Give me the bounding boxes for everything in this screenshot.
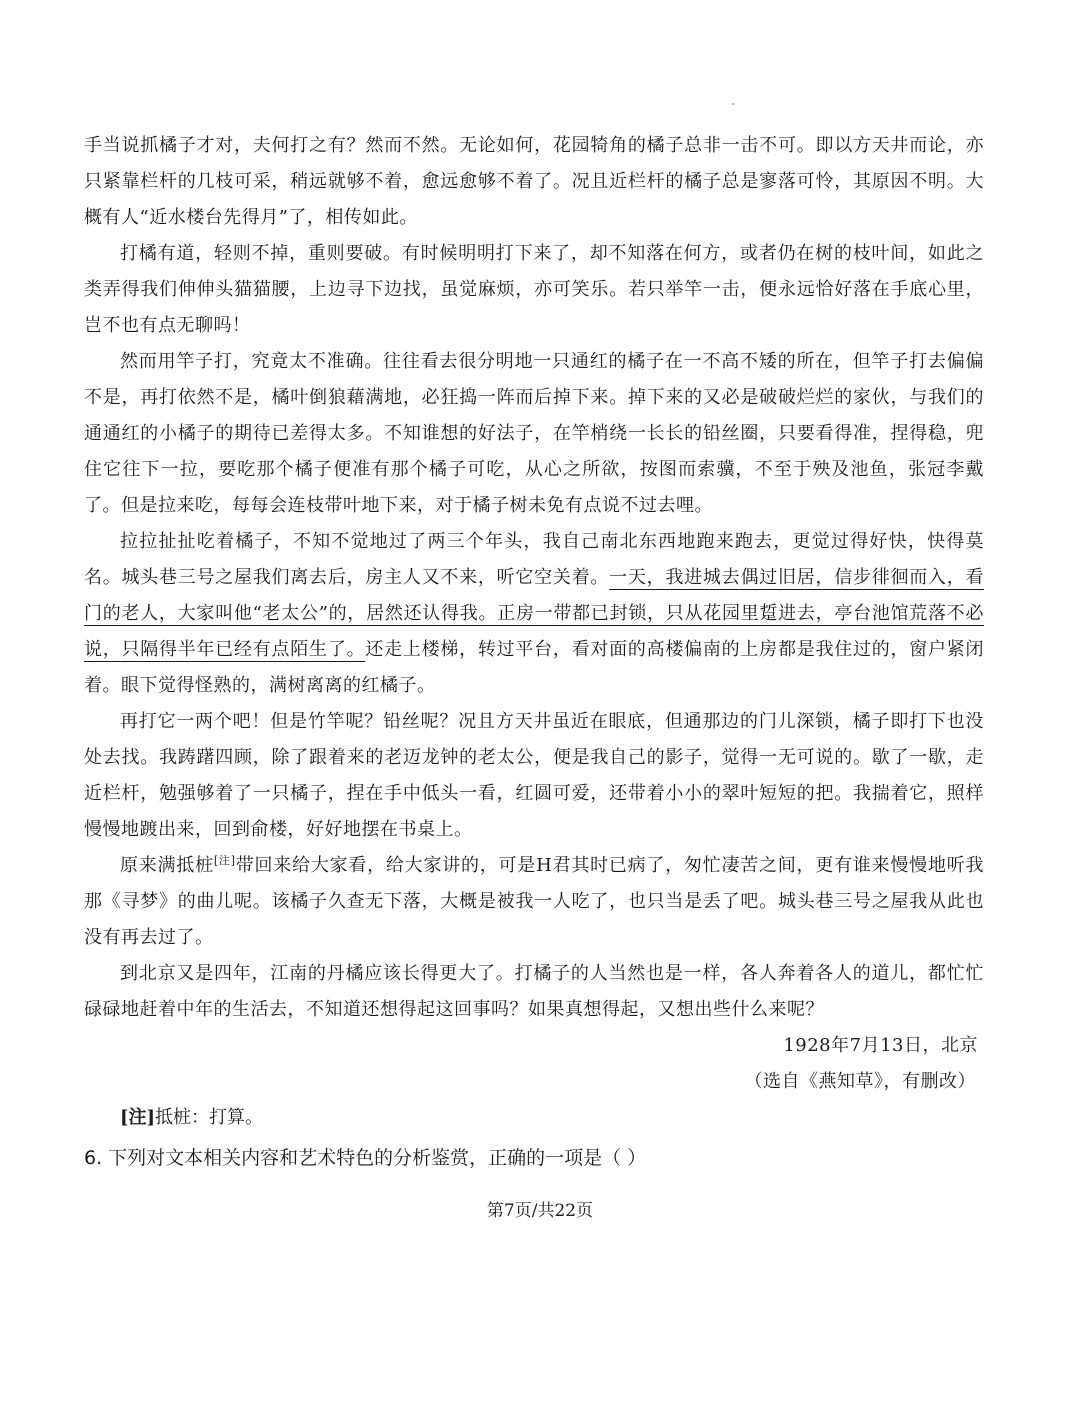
paragraph-6-text-before: 原来满抵桩 bbox=[120, 855, 214, 876]
paragraph-4 bbox=[84, 524, 984, 704]
paragraph-1: 手当说抓橘子才对，夫何打之有？然而不然。无论如何，花园犄角的橘子总非一击不可。即以方天井而论，亦只紧靠栏杆的几枝可采，稍远就够不着，愈远愈够不着了。况且近栏杆的橘子总是寥落可怜，其原因不明。大概有人“近水楼台先得月”了，相传如此。 bbox=[84, 135, 984, 228]
scan-speck bbox=[732, 103, 734, 105]
paragraph-6-text-after: 带回来给大家看，给大家讲的，可是H君其时已病了，匆忙凄苦之间，更有谁来慢慢地听我那《寻梦》的曲儿呢。该橘子久查无下落，大概是被我一人吃了，也只当是丢了吧。城头巷三号之屋我从此也没有再去过了。 bbox=[84, 855, 984, 948]
paragraph-4-text-after: 还走上楼梯，转过平台，看对面的高楼偏南的上房都是我住过的，窗户紧闭着。眼下觉得怪熟的，满树离离的红橘子。 bbox=[84, 639, 984, 696]
article-body bbox=[84, 128, 984, 1136]
paragraph-6 bbox=[84, 848, 984, 956]
paragraph-4-text-before: 拉拉扯扯吃着橘子，不知不觉地过了两三个年头，我自己南北东西地跑来跑去，更觉过得好快，快得莫名。城头巷三号之屋我们离去后，房主人又不来，听它空关着。 bbox=[84, 531, 984, 588]
footnote-marker: [注] bbox=[213, 854, 236, 867]
paragraph-2: 打橘有道，轻则不掉，重则要破。有时候明明打下来了，却不知落在何方，或者仍在树的枝叶间，如此之类弄得我们伸伸头猫猫腰，上边寻下边找，虽觉麻烦，亦可笑乐。若只举竿一击，便永远恰好落在手底心里，岂不也有点无聊吗！ bbox=[84, 243, 984, 336]
source-attribution: （选自《燕知草》，有删改） bbox=[744, 1071, 976, 1092]
underlined-passage: 一天，我进城去偶过旧居，信步徘徊而入，看门的老人，大家叫他“老太公”的，居然还认得我。正房一带都已封锁，只从花园里踅进去，亭台池馆荒落不必说，只隔得半年已经有点陌生了。 bbox=[84, 567, 985, 660]
footnote-text: 抵桩：打算。 bbox=[155, 1107, 264, 1128]
date-place-line: 1928年7月13日，北京 bbox=[783, 1035, 978, 1056]
footnote-label: [注] bbox=[120, 1107, 156, 1128]
footnote bbox=[84, 1100, 984, 1136]
paragraph-5: 再打它一两个吧！但是竹竿呢？铅丝呢？况且方天井虽近在眼底，但通那边的门儿深锁，橘子即打下也没处去找。我踌躇四顾，除了跟着来的老迈龙钟的老太公，便是我自己的影子，觉得一无可说的。歇了一歇，走近栏杆，勉强够着了一只橘子，捏在手中低头一看，红圆可爱，还带着小小的翠叶短短的把。我揣着它，照样慢慢地踱出来，回到俞楼，好好地摆在书桌上。 bbox=[84, 711, 984, 840]
paragraph-3: 然而用竿子打，究竟太不准确。往往看去很分明地一只通红的橘子在一不高不矮的所在，但竿子打去偏偏不是，再打依然不是，橘叶倒狼藉满地，必狂捣一阵而后掉下来。掉下来的又必是破破烂烂的家伙，与我们的通通红的小橘子的期待已差得太多。不知谁想的好法子，在竿梢绕一长长的铅丝圈，只要看得准，捏得稳，兜住它往下一拉，要吃那个橘子便准有那个橘子可吃，从心之所欲，按图而索骥，不至于殃及池鱼，张冠李戴了。但是拉来吃，每每会连枝带叶地下来，对于橘子树未免有点说不过去哩。 bbox=[84, 351, 984, 516]
question-6: 6. 下列对文本相关内容和艺术特色的分析鉴赏，正确的一项是（ ） bbox=[84, 1147, 647, 1169]
page-number-footer: 第7页/共22页 bbox=[486, 1201, 594, 1221]
paragraph-7: 到北京又是四年，江南的丹橘应该长得更大了。打橘子的人当然也是一样，各人奔着各人的道儿，都忙忙碌碌地赶着中年的生活去，不知道还想得起这回事吗？如果真想得起，又想出些什么来呢？ bbox=[84, 963, 984, 1020]
